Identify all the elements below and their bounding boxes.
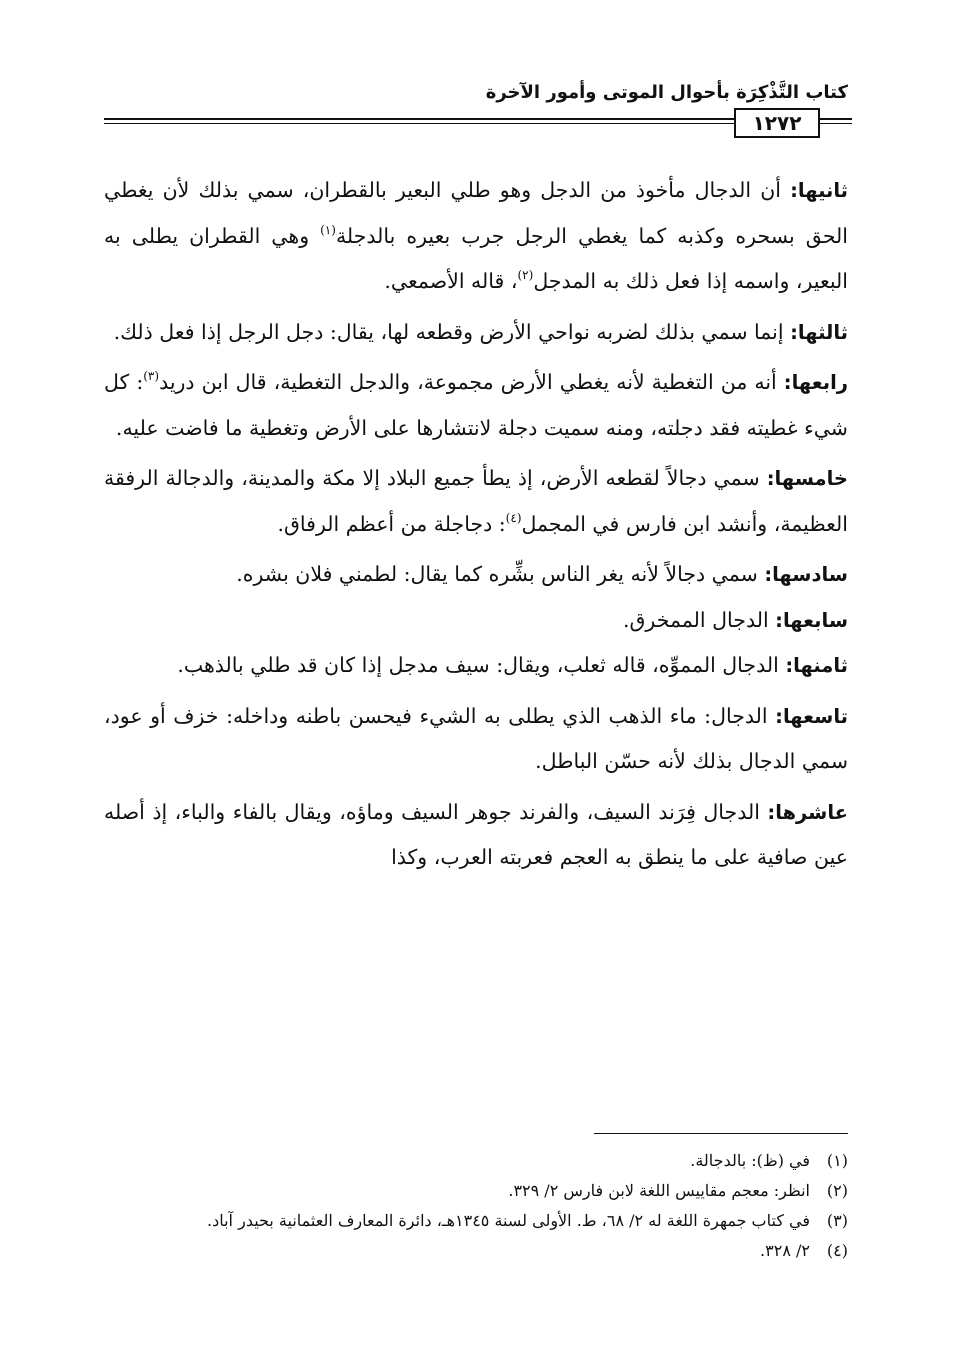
footnote-separator bbox=[594, 1133, 848, 1134]
paragraph-text: سمي دجالاً لأنه يغر الناس بشِّره كما يقال: لطمني فلان بشره. bbox=[236, 562, 765, 586]
paragraph-5 bbox=[104, 456, 848, 547]
footnote-text: في (ظ): بالدجالة. bbox=[690, 1151, 810, 1170]
paragraph-label: ثالثها: bbox=[790, 320, 848, 344]
paragraph-label: ثانيها: bbox=[790, 179, 848, 202]
paragraph-text: الدجال: ماء الذهب الذي يطلى به الشيء فيحسن باطنه وداخله: خزف أو عود، سمي الدجال بذلك لأنه حسّن الباطل. bbox=[104, 703, 848, 773]
paragraph-text: الدجال فِرَند السيف، والفرند جوهر السيف وماؤه، ويقال بالفاء والباء، إذ أصله عين صافية على ما ينطق به العجم فعربته العرب، وكذا bbox=[104, 799, 848, 869]
footnote-ref[interactable]: (٢) bbox=[517, 268, 534, 282]
paragraph-text: أن الدجال مأخوذ من الدجل وهو طلي البعير بالقطران، سمي بذلك لأن يغطي الحق بسحره وكذبه كما يغطي الرجل جرب بعيره بالدجلة bbox=[104, 178, 848, 248]
footnote-number: (١) bbox=[826, 1151, 848, 1170]
paragraph-label: تاسعها: bbox=[775, 704, 848, 728]
paragraph-label: ثامنها: bbox=[785, 654, 848, 677]
paragraph-text: الدجال المموِّه، قاله ثعلب، ويقال: سيف مدجل إذا كان قد طلي بالذهب. bbox=[177, 653, 786, 677]
paragraph-label: سابعها: bbox=[775, 608, 848, 632]
paragraph-9 bbox=[104, 694, 848, 785]
paragraph-text: : دجاجلة من أعظم الرفاق. bbox=[277, 511, 506, 536]
running-header-title: كتاب التَّذْكِرَة بأحوال الموتى وأمور الآخرة bbox=[485, 82, 848, 103]
main-text bbox=[104, 168, 848, 886]
paragraph-text: : كل شيء غطيته فقد دجلته، ومنه سميت دجلة لانتشارها على الأرض وتغطية ما فاضت عليه. bbox=[104, 370, 848, 440]
paragraph-7 bbox=[104, 598, 848, 644]
footnote-ref[interactable]: (٤) bbox=[505, 510, 522, 525]
footnote-text: ٢/ ٣٢٨. bbox=[760, 1241, 810, 1260]
footnote-ref[interactable]: (١) bbox=[320, 222, 336, 237]
footnote-number: (٣) bbox=[826, 1211, 848, 1230]
paragraph-6 bbox=[104, 552, 848, 598]
footnote-text: انظر: معجم مقاييس اللغة لابن فارس ٢/ ٣٢٩. bbox=[508, 1181, 810, 1200]
paragraph-10 bbox=[104, 790, 848, 881]
footnote-text: في كتاب جمهرة اللغة له ٢/ ٦٨، ط. الأولى لسنة ١٣٤٥هـ، دائرة المعارف العثمانية بحيدر آباد. bbox=[207, 1211, 810, 1230]
paragraph-text: الدجال الممخرق. bbox=[623, 607, 776, 632]
paragraph-label: رابعها: bbox=[783, 371, 848, 394]
paragraph-label: خامسها: bbox=[766, 467, 848, 490]
paragraph-text: وهي القطران يطلى به البعير، واسمه إذا فعل ذلك به المدجل bbox=[104, 223, 848, 293]
paragraph-text: إنما سمي بذلك لضربه نواحي الأرض وقطعه لها، يقال: دجل الرجل إذا فعل ذلك. bbox=[113, 319, 791, 344]
paragraph-label: عاشرها: bbox=[767, 800, 848, 824]
footnote-ref[interactable]: (٣) bbox=[143, 369, 160, 383]
paragraph-4 bbox=[104, 360, 848, 451]
footnote-item bbox=[104, 1236, 848, 1266]
paragraph-text: ، قاله الأصمعي. bbox=[384, 269, 518, 293]
paragraph-2 bbox=[104, 168, 848, 305]
footnote-item bbox=[104, 1176, 848, 1206]
footnote-number: (٤) bbox=[826, 1241, 848, 1260]
paragraph-text: سمي دجالاً لقطعه الأرض، إذ يطأ جميع البلاد إلا مكة والمدينة، والدجالة الرفقة العظيمة، وأنشد ابن فارس في المجمل bbox=[104, 466, 848, 536]
footnote-item bbox=[104, 1206, 848, 1236]
paragraph-8 bbox=[104, 643, 848, 689]
page-number: ١٢٧٢ bbox=[734, 108, 820, 138]
paragraph-label: سادسها: bbox=[764, 563, 848, 586]
footnote-number: (٢) bbox=[826, 1181, 848, 1200]
paragraph-3 bbox=[104, 310, 848, 356]
paragraph-text: أنه من التغطية لأنه يغطي الأرض مجموعة، والدجل التغطية، قال ابن دريد bbox=[159, 370, 784, 394]
footnote-item bbox=[104, 1146, 848, 1176]
footnotes bbox=[104, 1146, 848, 1266]
